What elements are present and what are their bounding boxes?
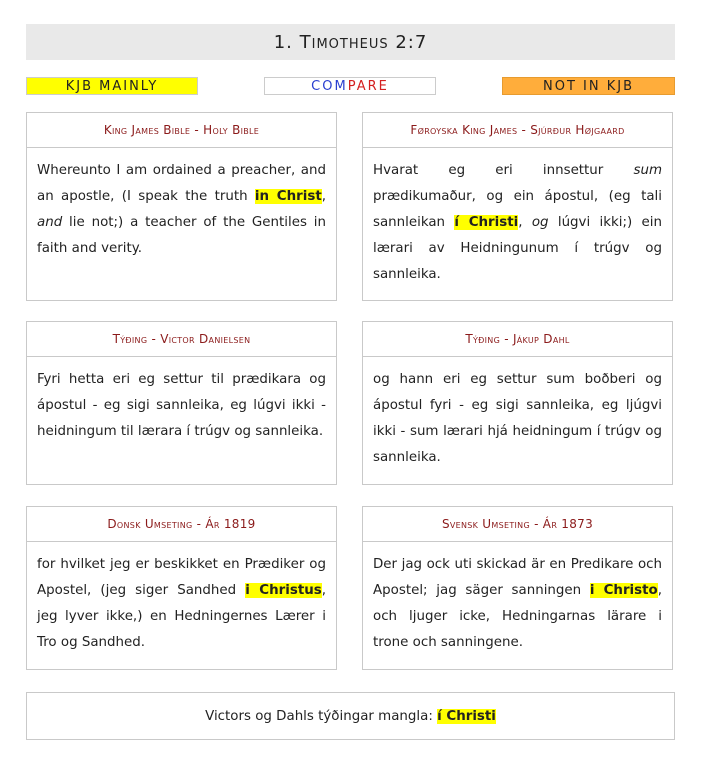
card-jakup [362, 321, 673, 485]
highlight-donsk: i Christus [245, 583, 322, 598]
card-foroyska [362, 112, 673, 301]
card-header-victor: Týðing - Victor Danielsen [27, 322, 336, 357]
card-text-victor: Fyri hetta eri eg settur til prædikara og ápostul - eg sigi sannleika, eg lúgvi ikki - heidningum til lærara í trúgv og sannleika. [37, 372, 326, 439]
card-donsk [26, 506, 337, 670]
card-text-kjb: Whereunto I am ordained a preacher, and an apostle, (I speak the truth in Christ, and lie not;) a teacher of the Gentiles in faith and verity. [37, 163, 326, 256]
missing-note [26, 692, 675, 740]
card-svensk [362, 506, 673, 670]
highlight-foroyska: í Christi [454, 215, 519, 230]
compare-label-part1: COM [311, 78, 348, 94]
not-in-kjb-button[interactable] [502, 77, 675, 95]
highlight-svensk: i Christo [589, 583, 658, 598]
title-book: Timotheus [299, 31, 389, 53]
card-text-foroyska: Hvarat eg eri innsettur sum prædikumaður, og ein ápostul, (eg tali sannleikan í Christi, og lúgvi ikki;) ein lærari av Heidningunum í trúgv og sannleika. [373, 163, 662, 282]
card-text-donsk: for hvilket jeg er beskikket en Prædiker og Apostel, (jeg siger Sandhed i Christus, jeg lyver ikke,) en Hedningernes Lærer i Tro og Sandhed. [37, 557, 326, 650]
card-kjb [26, 112, 337, 301]
card-header-kjb: King James Bible - Holy Bible [27, 113, 336, 148]
card-header-foroyska: Føroyska King James - Sjúrður Højgaard [363, 113, 672, 148]
chapter-title [26, 24, 675, 60]
kjb-mainly-button[interactable] [26, 77, 198, 95]
card-text-jakup: og hann eri eg settur sum boðberi og ápostul fyri - eg sigi sannleika, eg ljúgvi ikki - sum lærari hjá heidningum í trúgv og sannleika. [373, 372, 662, 465]
compare-label-part2: PARE [347, 78, 389, 94]
title-ref: 2:7 [395, 31, 428, 53]
card-text-svensk: Der jag ock uti skickad är en Predikare och Apostel; jag säger sanningen i Christo, och ljuger icke, Hedningarnas lärare i trone och sanningene. [373, 557, 662, 650]
title-number: 1. [273, 31, 293, 53]
not-in-kjb-label: NOT IN KJB [543, 78, 634, 94]
card-victor [26, 321, 337, 485]
compare-button[interactable] [264, 77, 436, 95]
card-header-svensk: Svensk Umseting - Ár 1873 [363, 507, 672, 542]
missing-note-highlight: í Christi [437, 708, 496, 724]
card-header-jakup: Týðing - Jákup Dahl [363, 322, 672, 357]
card-header-donsk: Donsk Umseting - Ár 1819 [27, 507, 336, 542]
missing-note-text: Victors og Dahls týðingar mangla: [205, 708, 433, 724]
kjb-mainly-label: KJB MAINLY [65, 78, 159, 94]
highlight-kjb: in Christ [254, 189, 322, 204]
